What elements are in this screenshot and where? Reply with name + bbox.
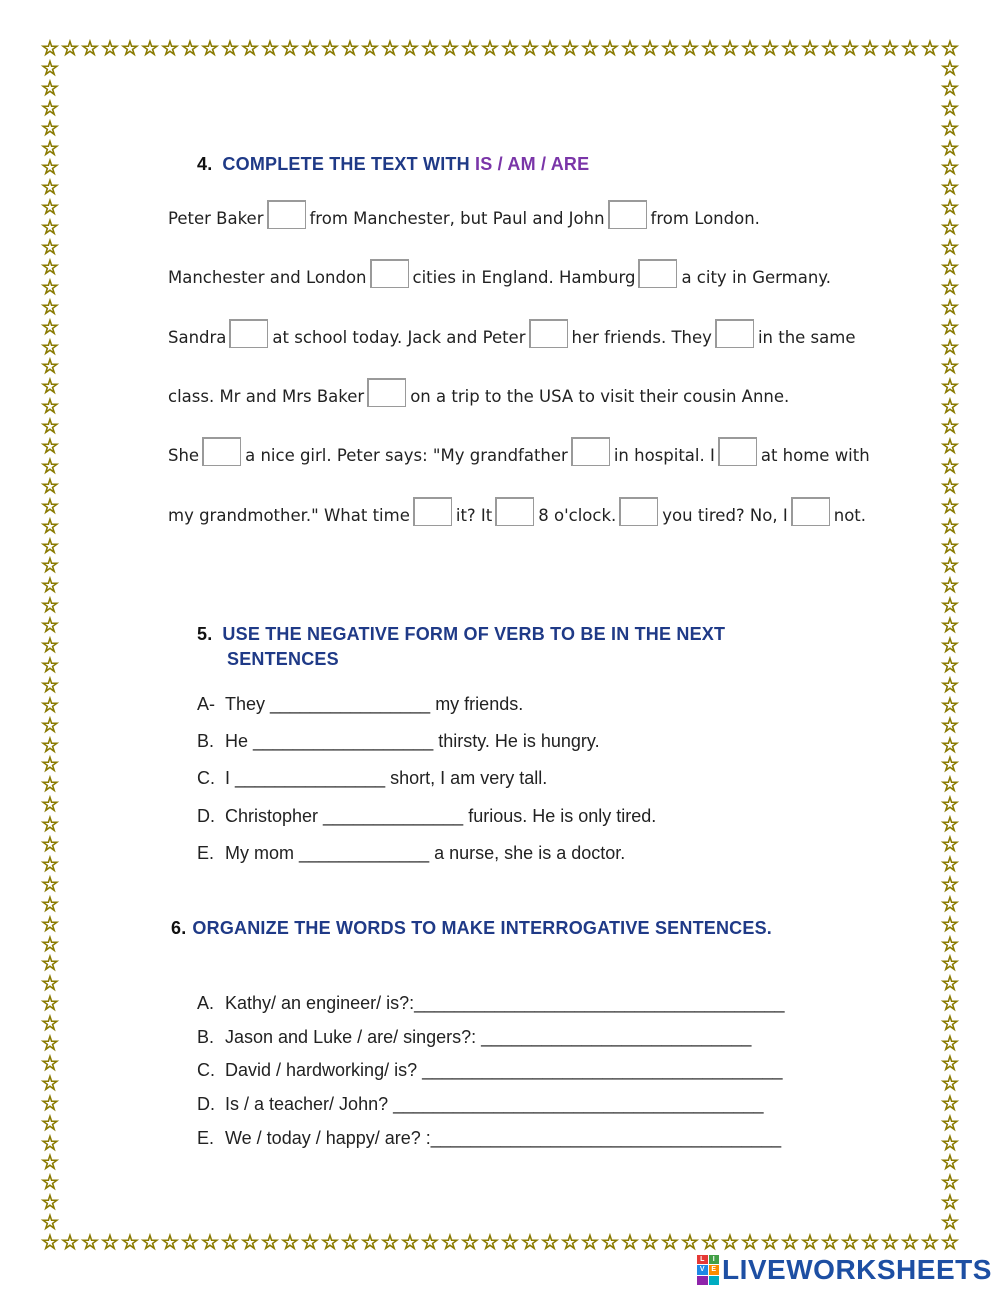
star-icon: ☆ xyxy=(41,652,59,677)
star-icon: ☆ xyxy=(421,1230,439,1254)
section-5-title-line1: USE THE NEGATIVE FORM OF VERB TO BE IN THE NEXT xyxy=(222,624,726,644)
star-icon: ☆ xyxy=(881,1230,899,1254)
star-icon: ☆ xyxy=(661,1230,679,1254)
section-4-heading xyxy=(197,154,589,175)
star-icon: ☆ xyxy=(941,175,959,200)
star-icon: ☆ xyxy=(41,354,59,379)
star-icon: ☆ xyxy=(41,593,59,618)
star-icon: ☆ xyxy=(841,1230,859,1254)
star-icon: ☆ xyxy=(41,513,59,538)
item-label: C. xyxy=(197,1060,215,1080)
star-icon: ☆ xyxy=(41,135,59,160)
section-4-text-segment: on a trip to the USA to visit their cousin Anne. xyxy=(410,387,790,406)
star-icon: ☆ xyxy=(941,553,959,578)
star-icon: ☆ xyxy=(41,752,59,777)
star-icon: ☆ xyxy=(841,36,859,60)
section-5-number: 5. xyxy=(197,624,213,644)
answer-input-box[interactable] xyxy=(202,437,241,466)
star-icon: ☆ xyxy=(41,991,59,1016)
section-4-line xyxy=(168,437,870,466)
star-icon: ☆ xyxy=(341,1230,359,1254)
star-icon: ☆ xyxy=(541,36,559,60)
section-4-text-segment: at school today. Jack and Peter xyxy=(272,328,526,347)
star-icon: ☆ xyxy=(41,1070,59,1095)
star-icon: ☆ xyxy=(681,36,699,60)
star-icon: ☆ xyxy=(941,851,959,876)
answer-input-box[interactable] xyxy=(495,497,534,526)
star-icon: ☆ xyxy=(341,36,359,60)
star-icon: ☆ xyxy=(641,1230,659,1254)
star-icon: ☆ xyxy=(941,115,959,140)
star-icon: ☆ xyxy=(101,36,119,60)
star-icon: ☆ xyxy=(61,36,79,60)
star-icon: ☆ xyxy=(41,573,59,598)
star-icon: ☆ xyxy=(941,871,959,896)
item-label: E. xyxy=(197,1128,215,1148)
star-icon: ☆ xyxy=(941,792,959,817)
star-icon: ☆ xyxy=(41,453,59,478)
section-4-text-segment: Peter Baker xyxy=(168,209,264,228)
star-icon: ☆ xyxy=(41,1031,59,1055)
star-icon: ☆ xyxy=(941,75,959,100)
star-icon: ☆ xyxy=(501,1230,519,1254)
star-icon: ☆ xyxy=(941,314,959,339)
star-icon: ☆ xyxy=(941,1150,959,1175)
list-item xyxy=(197,768,547,789)
star-icon: ☆ xyxy=(361,1230,379,1254)
star-icon: ☆ xyxy=(41,1090,59,1115)
answer-input-box[interactable] xyxy=(413,497,452,526)
star-icon: ☆ xyxy=(181,1230,199,1254)
liveworksheets-logo[interactable] xyxy=(697,1253,992,1287)
section-6-title: ORGANIZE THE WORDS TO MAKE INTERROGATIVE SENTENCES. xyxy=(192,918,772,938)
star-icon: ☆ xyxy=(41,792,59,817)
item-label: D. xyxy=(197,1094,215,1114)
star-icon: ☆ xyxy=(281,1230,299,1254)
star-icon: ☆ xyxy=(941,254,959,279)
star-icon: ☆ xyxy=(41,155,59,180)
section-4-text-segment: 8 o'clock. xyxy=(538,506,617,525)
star-icon: ☆ xyxy=(941,274,959,299)
star-icon: ☆ xyxy=(41,473,59,498)
list-item xyxy=(197,993,785,1014)
star-icon: ☆ xyxy=(41,1230,59,1254)
star-icon: ☆ xyxy=(41,1130,59,1155)
star-icon: ☆ xyxy=(941,752,959,777)
star-icon: ☆ xyxy=(261,1230,279,1254)
star-icon: ☆ xyxy=(941,1230,959,1254)
section-4-text-segment: not. xyxy=(833,506,867,525)
star-icon: ☆ xyxy=(81,36,99,60)
star-icon: ☆ xyxy=(161,1230,179,1254)
item-sentence[interactable]: Kathy/ an engineer/ is?:_____________________________________ xyxy=(225,993,785,1013)
star-icon: ☆ xyxy=(941,1070,959,1095)
item-sentence[interactable]: He __________________ thirsty. He is hungry. xyxy=(225,731,600,751)
star-icon: ☆ xyxy=(941,294,959,319)
star-icon: ☆ xyxy=(201,36,219,60)
answer-input-box[interactable] xyxy=(571,437,610,466)
item-label: B. xyxy=(197,731,215,751)
star-icon: ☆ xyxy=(41,891,59,916)
star-icon: ☆ xyxy=(941,573,959,598)
list-item xyxy=(197,1060,782,1081)
star-icon: ☆ xyxy=(121,36,139,60)
item-sentence[interactable]: Christopher ______________ furious. He is only tired. xyxy=(225,806,657,826)
star-icon: ☆ xyxy=(941,712,959,737)
star-icon: ☆ xyxy=(941,1210,959,1235)
star-icon: ☆ xyxy=(941,434,959,458)
star-icon: ☆ xyxy=(41,851,59,876)
star-icon: ☆ xyxy=(941,95,959,120)
item-sentence[interactable]: Is / a teacher/ John? _____________________________________ xyxy=(225,1094,764,1114)
star-icon: ☆ xyxy=(41,235,59,259)
star-icon: ☆ xyxy=(241,1230,259,1254)
section-4-text-segment: a city in Germany. xyxy=(681,268,831,287)
star-icon: ☆ xyxy=(741,36,759,60)
star-icon: ☆ xyxy=(41,414,59,439)
star-icon: ☆ xyxy=(821,36,839,60)
star-icon: ☆ xyxy=(781,36,799,60)
star-icon: ☆ xyxy=(941,155,959,180)
answer-input-box[interactable] xyxy=(529,319,568,348)
star-icon: ☆ xyxy=(461,36,479,60)
section-4-line xyxy=(168,200,760,229)
list-item xyxy=(197,731,600,752)
star-icon: ☆ xyxy=(261,36,279,60)
list-item xyxy=(197,694,523,715)
star-icon: ☆ xyxy=(941,473,959,498)
star-icon: ☆ xyxy=(741,1230,759,1254)
star-icon: ☆ xyxy=(41,175,59,200)
star-icon: ☆ xyxy=(541,1230,559,1254)
star-icon: ☆ xyxy=(601,1230,619,1254)
section-4-line xyxy=(168,319,855,348)
section-4-line xyxy=(168,497,866,526)
section-4-text-segment: She xyxy=(168,446,200,465)
section-4-text-segment: from London. xyxy=(650,209,760,228)
star-icon: ☆ xyxy=(941,951,959,976)
star-icon: ☆ xyxy=(241,36,259,60)
star-icon: ☆ xyxy=(941,354,959,379)
section-4-number: 4. xyxy=(197,154,213,174)
section-4-text-segment: Sandra xyxy=(168,328,227,347)
star-icon: ☆ xyxy=(681,1230,699,1254)
answer-input-box[interactable] xyxy=(370,259,409,288)
star-icon: ☆ xyxy=(701,36,719,60)
star-icon: ☆ xyxy=(901,36,919,60)
star-icon: ☆ xyxy=(701,1230,719,1254)
star-icon: ☆ xyxy=(941,334,959,359)
star-icon: ☆ xyxy=(41,254,59,279)
star-icon: ☆ xyxy=(41,533,59,558)
section-4-text-segment: in hospital. I xyxy=(613,446,715,465)
item-sentence[interactable]: Jason and Luke / are/ singers?: ___________________________ xyxy=(225,1027,752,1047)
star-icon: ☆ xyxy=(41,334,59,359)
star-icon: ☆ xyxy=(401,1230,419,1254)
star-icon: ☆ xyxy=(941,135,959,160)
star-icon: ☆ xyxy=(381,1230,399,1254)
star-icon: ☆ xyxy=(41,672,59,697)
star-icon: ☆ xyxy=(41,1011,59,1036)
star-icon: ☆ xyxy=(721,1230,739,1254)
item-sentence[interactable]: David / hardworking/ is? ____________________________________ xyxy=(225,1060,783,1080)
star-icon: ☆ xyxy=(41,1170,59,1195)
star-icon: ☆ xyxy=(321,36,339,60)
item-sentence[interactable]: We / today / happy/ are? :___________________________________ xyxy=(225,1128,782,1148)
item-label: C. xyxy=(197,768,215,788)
star-icon: ☆ xyxy=(41,215,59,240)
answer-input-box[interactable] xyxy=(715,319,754,348)
star-icon: ☆ xyxy=(101,1230,119,1254)
star-icon: ☆ xyxy=(941,911,959,936)
star-icon: ☆ xyxy=(941,832,959,856)
star-icon: ☆ xyxy=(721,36,739,60)
star-icon: ☆ xyxy=(41,55,59,80)
section-4-text-segment: at home with xyxy=(760,446,870,465)
star-icon: ☆ xyxy=(941,1011,959,1036)
item-label: A. xyxy=(197,993,215,1013)
star-icon: ☆ xyxy=(41,493,59,518)
star-icon: ☆ xyxy=(801,1230,819,1254)
star-icon: ☆ xyxy=(581,36,599,60)
answer-input-box[interactable] xyxy=(791,497,830,526)
star-icon: ☆ xyxy=(41,1050,59,1075)
star-icon: ☆ xyxy=(941,593,959,618)
star-icon: ☆ xyxy=(441,36,459,60)
section-4-line xyxy=(168,378,789,407)
star-icon: ☆ xyxy=(941,374,959,399)
answer-input-box[interactable] xyxy=(367,378,406,407)
star-icon: ☆ xyxy=(221,1230,239,1254)
star-icon: ☆ xyxy=(141,36,159,60)
star-icon: ☆ xyxy=(761,36,779,60)
star-icon: ☆ xyxy=(621,36,639,60)
section-5-heading xyxy=(197,622,725,672)
star-icon: ☆ xyxy=(941,1110,959,1135)
section-4-title-highlight: IS / AM / ARE xyxy=(475,154,590,174)
star-icon: ☆ xyxy=(181,36,199,60)
star-icon: ☆ xyxy=(941,195,959,220)
star-icon: ☆ xyxy=(941,394,959,419)
star-icon: ☆ xyxy=(941,613,959,638)
section-4-text-segment: in the same xyxy=(757,328,856,347)
star-icon: ☆ xyxy=(41,195,59,220)
star-icon: ☆ xyxy=(321,1230,339,1254)
item-label: E. xyxy=(197,843,215,863)
section-4-text-segment: a nice girl. Peter says: "My grandfather xyxy=(245,446,568,465)
star-icon: ☆ xyxy=(41,274,59,299)
answer-input-box[interactable] xyxy=(619,497,658,526)
section-4-text-segment: from Manchester, but Paul and John xyxy=(309,209,605,228)
answer-input-box[interactable] xyxy=(608,200,647,229)
star-icon: ☆ xyxy=(941,1031,959,1055)
star-icon: ☆ xyxy=(201,1230,219,1254)
star-icon: ☆ xyxy=(41,75,59,100)
star-icon: ☆ xyxy=(861,36,879,60)
section-4-text-segment: my grandmother." What time xyxy=(168,506,410,525)
star-icon: ☆ xyxy=(41,812,59,837)
star-icon: ☆ xyxy=(941,1170,959,1195)
star-icon: ☆ xyxy=(41,911,59,936)
star-icon: ☆ xyxy=(41,553,59,578)
list-item xyxy=(197,1094,764,1115)
star-icon: ☆ xyxy=(41,115,59,140)
star-icon: ☆ xyxy=(781,1230,799,1254)
item-label: A- xyxy=(197,694,215,714)
star-icon: ☆ xyxy=(381,36,399,60)
star-icon: ☆ xyxy=(581,1230,599,1254)
list-item xyxy=(197,843,625,864)
star-icon: ☆ xyxy=(501,36,519,60)
star-icon: ☆ xyxy=(301,36,319,60)
star-icon: ☆ xyxy=(41,36,59,60)
star-icon: ☆ xyxy=(41,95,59,120)
item-sentence[interactable]: They ________________ my friends. xyxy=(225,694,524,714)
star-icon: ☆ xyxy=(941,533,959,558)
section-4-title: COMPLETE THE TEXT WITH xyxy=(222,154,470,174)
star-icon: ☆ xyxy=(41,434,59,458)
star-icon: ☆ xyxy=(421,36,439,60)
answer-input-box[interactable] xyxy=(718,437,757,466)
star-icon: ☆ xyxy=(921,1230,939,1254)
star-icon: ☆ xyxy=(661,36,679,60)
star-icon: ☆ xyxy=(141,1230,159,1254)
star-icon: ☆ xyxy=(41,1190,59,1215)
star-icon: ☆ xyxy=(641,36,659,60)
star-icon: ☆ xyxy=(881,36,899,60)
star-icon: ☆ xyxy=(941,1130,959,1155)
star-icon: ☆ xyxy=(941,55,959,80)
liveworksheets-logo-text: LIVEWORKSHEETS xyxy=(722,1254,992,1285)
list-item xyxy=(197,1128,781,1149)
star-icon: ☆ xyxy=(941,891,959,916)
item-label: B. xyxy=(197,1027,215,1047)
star-icon: ☆ xyxy=(561,1230,579,1254)
star-icon: ☆ xyxy=(941,633,959,657)
answer-input-box[interactable] xyxy=(229,319,268,348)
star-icon: ☆ xyxy=(481,1230,499,1254)
answer-input-box[interactable] xyxy=(638,259,677,288)
section-6-heading xyxy=(171,918,772,939)
section-4-text-segment: you tired? No, I xyxy=(662,506,788,525)
star-icon: ☆ xyxy=(41,712,59,737)
section-4-text-segment: cities in England. Hamburg xyxy=(412,268,636,287)
star-icon: ☆ xyxy=(41,871,59,896)
star-icon: ☆ xyxy=(121,1230,139,1254)
star-icon: ☆ xyxy=(281,36,299,60)
star-icon: ☆ xyxy=(561,36,579,60)
star-icon: ☆ xyxy=(41,294,59,319)
star-icon: ☆ xyxy=(941,1090,959,1115)
star-icon: ☆ xyxy=(941,493,959,518)
list-item xyxy=(197,806,656,827)
star-icon: ☆ xyxy=(941,36,959,60)
star-icon: ☆ xyxy=(41,394,59,419)
star-icon: ☆ xyxy=(441,1230,459,1254)
star-icon: ☆ xyxy=(941,215,959,240)
liveworksheets-logo-icon: L I V E xyxy=(697,1255,719,1285)
star-icon: ☆ xyxy=(941,652,959,677)
star-icon: ☆ xyxy=(601,36,619,60)
star-icon: ☆ xyxy=(61,1230,79,1254)
star-icon: ☆ xyxy=(801,36,819,60)
star-icon: ☆ xyxy=(901,1230,919,1254)
star-icon: ☆ xyxy=(821,1230,839,1254)
star-icon: ☆ xyxy=(41,1210,59,1235)
star-icon: ☆ xyxy=(221,36,239,60)
star-icon: ☆ xyxy=(941,732,959,757)
star-icon: ☆ xyxy=(921,36,939,60)
star-icon: ☆ xyxy=(41,732,59,757)
star-icon: ☆ xyxy=(41,971,59,996)
star-icon: ☆ xyxy=(941,772,959,797)
star-icon: ☆ xyxy=(861,1230,879,1254)
star-icon: ☆ xyxy=(41,613,59,638)
star-icon: ☆ xyxy=(941,991,959,1016)
star-icon: ☆ xyxy=(41,951,59,976)
section-6-number: 6. xyxy=(171,918,187,938)
star-icon: ☆ xyxy=(41,692,59,717)
section-4-text-segment: class. Mr and Mrs Baker xyxy=(168,387,365,406)
star-icon: ☆ xyxy=(521,1230,539,1254)
star-icon: ☆ xyxy=(521,36,539,60)
answer-input-box[interactable] xyxy=(267,200,306,229)
star-icon: ☆ xyxy=(621,1230,639,1254)
star-icon: ☆ xyxy=(161,36,179,60)
section-4-text-segment: Manchester and London xyxy=(168,268,367,287)
star-icon: ☆ xyxy=(41,633,59,657)
star-icon: ☆ xyxy=(941,1050,959,1075)
star-icon: ☆ xyxy=(941,692,959,717)
star-icon: ☆ xyxy=(941,672,959,697)
star-icon: ☆ xyxy=(41,1150,59,1175)
star-icon: ☆ xyxy=(941,812,959,837)
star-icon: ☆ xyxy=(941,235,959,259)
item-sentence[interactable]: I _______________ short, I am very tall. xyxy=(225,768,548,788)
star-icon: ☆ xyxy=(761,1230,779,1254)
star-icon: ☆ xyxy=(361,36,379,60)
section-4-text-segment: her friends. They xyxy=(571,328,712,347)
star-icon: ☆ xyxy=(941,513,959,538)
star-icon: ☆ xyxy=(941,1190,959,1215)
star-icon: ☆ xyxy=(941,414,959,439)
star-icon: ☆ xyxy=(481,36,499,60)
star-icon: ☆ xyxy=(41,772,59,797)
section-4-line xyxy=(168,259,831,288)
star-icon: ☆ xyxy=(941,931,959,956)
star-icon: ☆ xyxy=(41,314,59,339)
star-icon: ☆ xyxy=(41,374,59,399)
section-4-text-segment: it? It xyxy=(455,506,493,525)
star-icon: ☆ xyxy=(941,971,959,996)
star-icon: ☆ xyxy=(401,36,419,60)
star-icon: ☆ xyxy=(41,832,59,856)
star-icon: ☆ xyxy=(941,453,959,478)
item-label: D. xyxy=(197,806,215,826)
star-icon: ☆ xyxy=(41,1110,59,1135)
star-icon: ☆ xyxy=(461,1230,479,1254)
star-icon: ☆ xyxy=(301,1230,319,1254)
star-icon: ☆ xyxy=(41,931,59,956)
star-icon: ☆ xyxy=(81,1230,99,1254)
section-5-title-line2: SENTENCES xyxy=(227,649,339,669)
list-item xyxy=(197,1027,751,1048)
item-sentence[interactable]: My mom _____________ a nurse, she is a doctor. xyxy=(225,843,626,863)
